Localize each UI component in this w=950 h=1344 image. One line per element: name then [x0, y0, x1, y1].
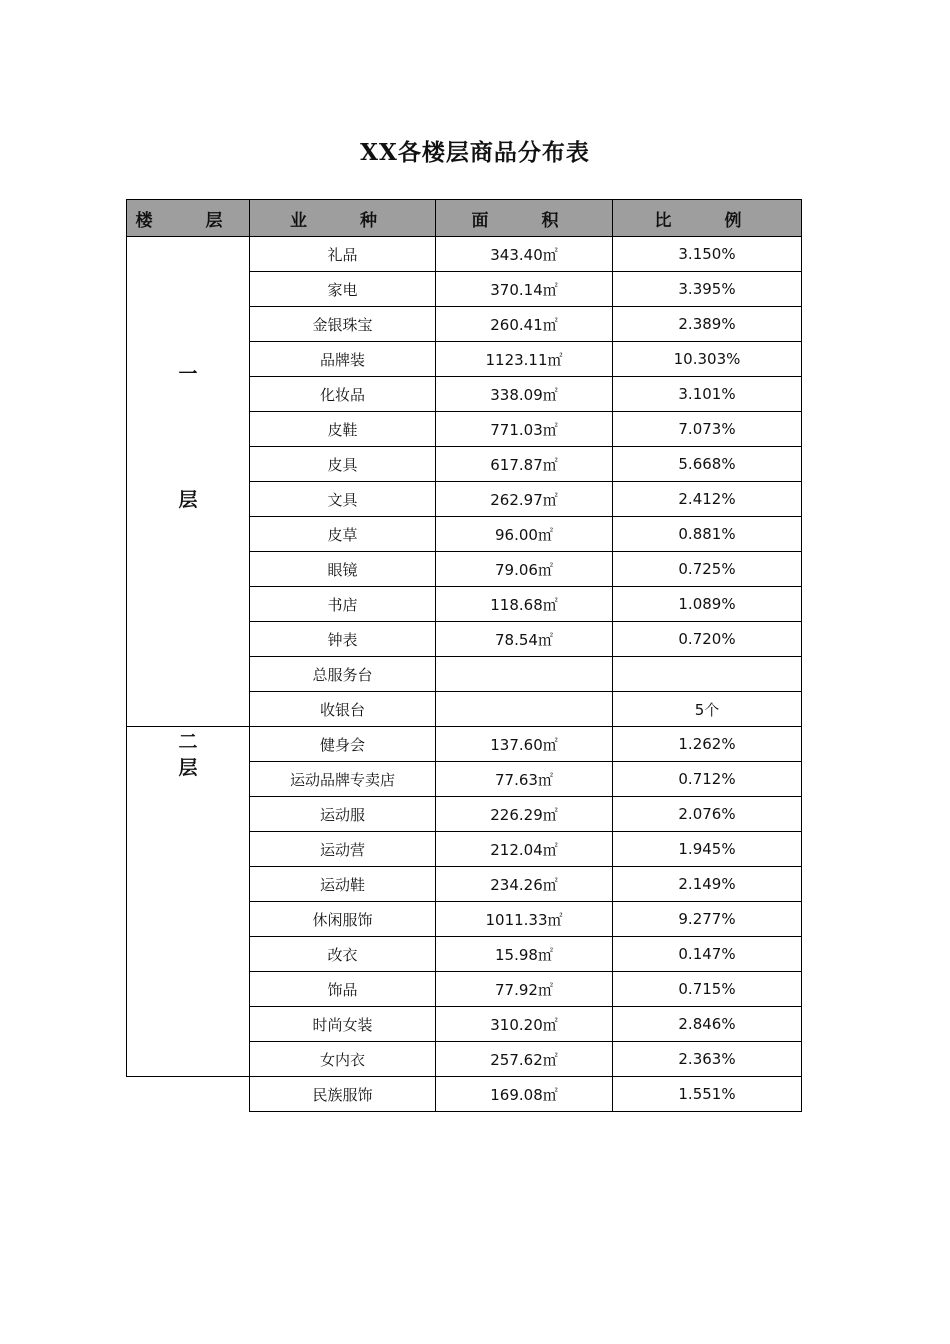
category-cell: 女内衣	[250, 1042, 436, 1077]
area-cell: 212.04㎡	[436, 832, 613, 867]
category-cell: 健身会	[250, 727, 436, 762]
area-cell	[436, 692, 613, 727]
ratio-cell: 1.945%	[613, 832, 802, 867]
area-cell: 262.97㎡	[436, 482, 613, 517]
area-cell: 1011.33㎡	[436, 902, 613, 937]
ratio-cell: 3.150%	[613, 237, 802, 272]
category-cell: 饰品	[250, 972, 436, 1007]
floor-2-cell	[127, 727, 250, 1077]
area-cell: 257.62㎡	[436, 1042, 613, 1077]
category-cell: 改衣	[250, 937, 436, 972]
header-category: 业 种	[250, 200, 436, 237]
category-cell: 文具	[250, 482, 436, 517]
ratio-cell: 0.881%	[613, 517, 802, 552]
area-cell: 260.41㎡	[436, 307, 613, 342]
header-ratio: 比 例	[613, 200, 802, 237]
category-cell: 品牌装	[250, 342, 436, 377]
table-row	[127, 727, 802, 762]
area-cell: 15.98㎡	[436, 937, 613, 972]
area-cell: 234.26㎡	[436, 867, 613, 902]
category-cell: 钟表	[250, 622, 436, 657]
table-row	[127, 1077, 802, 1112]
category-cell: 民族服饰	[250, 1077, 436, 1112]
area-cell: 617.87㎡	[436, 447, 613, 482]
area-cell: 77.92㎡	[436, 972, 613, 1007]
floor-1-char-1: 一	[178, 363, 198, 385]
category-cell: 休闲服饰	[250, 902, 436, 937]
ratio-cell: 0.715%	[613, 972, 802, 1007]
category-cell: 礼品	[250, 237, 436, 272]
table-row	[127, 237, 802, 272]
category-cell: 皮草	[250, 517, 436, 552]
ratio-cell: 1.551%	[613, 1077, 802, 1112]
ratio-cell	[613, 657, 802, 692]
ratio-cell: 2.412%	[613, 482, 802, 517]
ratio-cell: 2.846%	[613, 1007, 802, 1042]
header-area: 面 积	[436, 200, 613, 237]
category-cell: 时尚女装	[250, 1007, 436, 1042]
ratio-cell: 1.262%	[613, 727, 802, 762]
ratio-cell: 10.303%	[613, 342, 802, 377]
area-cell: 137.60㎡	[436, 727, 613, 762]
ratio-cell: 9.277%	[613, 902, 802, 937]
area-cell: 226.29㎡	[436, 797, 613, 832]
category-cell: 运动营	[250, 832, 436, 867]
floor-1-cell	[127, 237, 250, 727]
area-cell: 169.08㎡	[436, 1077, 613, 1112]
category-cell: 运动服	[250, 797, 436, 832]
area-cell: 370.14㎡	[436, 272, 613, 307]
area-cell: 1123.11㎡	[436, 342, 613, 377]
header-floor: 楼 层	[127, 200, 250, 237]
category-cell: 运动鞋	[250, 867, 436, 902]
area-cell	[436, 657, 613, 692]
ratio-cell: 5.668%	[613, 447, 802, 482]
category-cell: 皮具	[250, 447, 436, 482]
empty-floor-cell	[127, 1077, 250, 1112]
category-cell: 皮鞋	[250, 412, 436, 447]
category-cell: 运动品牌专卖店	[250, 762, 436, 797]
page-title: XX各楼层商品分布表	[360, 139, 590, 166]
area-cell: 78.54㎡	[436, 622, 613, 657]
area-cell: 79.06㎡	[436, 552, 613, 587]
area-cell: 118.68㎡	[436, 587, 613, 622]
floor-2-char-2: 层	[178, 757, 198, 779]
ratio-cell: 0.725%	[613, 552, 802, 587]
ratio-cell: 5个	[613, 692, 802, 727]
ratio-cell: 0.720%	[613, 622, 802, 657]
ratio-cell: 2.076%	[613, 797, 802, 832]
area-cell: 771.03㎡	[436, 412, 613, 447]
floor-distribution-table	[126, 199, 802, 1112]
category-cell: 总服务台	[250, 657, 436, 692]
ratio-cell: 2.149%	[613, 867, 802, 902]
area-cell: 96.00㎡	[436, 517, 613, 552]
floor-1-char-2: 层	[178, 489, 198, 511]
area-cell: 310.20㎡	[436, 1007, 613, 1042]
ratio-cell: 0.712%	[613, 762, 802, 797]
ratio-cell: 1.089%	[613, 587, 802, 622]
category-cell: 书店	[250, 587, 436, 622]
ratio-cell: 7.073%	[613, 412, 802, 447]
category-cell: 收银台	[250, 692, 436, 727]
area-cell: 343.40㎡	[436, 237, 613, 272]
category-cell: 家电	[250, 272, 436, 307]
table-header-row	[127, 200, 802, 237]
area-cell: 77.63㎡	[436, 762, 613, 797]
ratio-cell: 3.101%	[613, 377, 802, 412]
ratio-cell: 3.395%	[613, 272, 802, 307]
ratio-cell: 0.147%	[613, 937, 802, 972]
area-cell: 338.09㎡	[436, 377, 613, 412]
ratio-cell: 2.363%	[613, 1042, 802, 1077]
category-cell: 化妆品	[250, 377, 436, 412]
category-cell: 金银珠宝	[250, 307, 436, 342]
category-cell: 眼镜	[250, 552, 436, 587]
ratio-cell: 2.389%	[613, 307, 802, 342]
floor-2-char-1: 二	[178, 731, 198, 753]
